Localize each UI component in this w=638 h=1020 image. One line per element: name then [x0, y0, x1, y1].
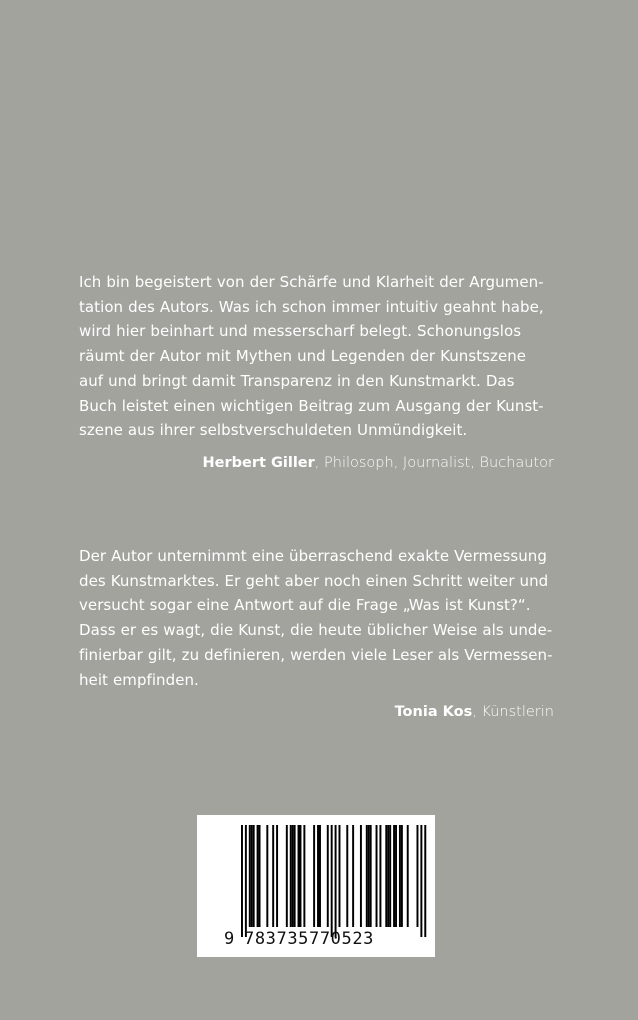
barcode-bar [300, 825, 302, 927]
quote-attribution [79, 455, 559, 471]
barcode-bar [253, 825, 255, 927]
barcode-bar [370, 825, 372, 927]
barcode-bar [387, 825, 389, 927]
barcode-bar [259, 825, 261, 927]
author-name: Tonia Kos [394, 704, 473, 721]
author-role: , Künstlerin [472, 704, 554, 721]
barcode-bar [389, 825, 391, 927]
barcode-bar [290, 825, 292, 927]
isbn-barcode [197, 815, 435, 957]
barcode-bar [257, 825, 259, 927]
barcode-bar [266, 825, 268, 927]
quote-attribution [79, 704, 559, 720]
quote-line: heit empfinden. [79, 670, 199, 689]
barcode-bar [272, 825, 274, 927]
quote-line: räumt der Autor mit Mythen und Legenden der Kunstszene [79, 347, 527, 366]
review-quote-1 [79, 270, 559, 471]
barcode-bar [319, 825, 321, 927]
barcode-bar [241, 825, 243, 937]
review-quote-2 [79, 544, 559, 720]
author-role: , Philosoph, Journalist, Buchautor [314, 454, 554, 471]
quote-line: auf und bringt damit Transparenz in den Kunstmarkt. Das [79, 371, 515, 390]
barcode-bar [352, 825, 354, 927]
barcode-bar [276, 825, 278, 927]
barcode-bar [298, 825, 300, 927]
quote-text [79, 544, 559, 692]
barcode-bar [335, 825, 337, 937]
barcode-first-digit: 9 [224, 929, 235, 949]
barcode-bar [399, 825, 401, 927]
quote-line: Dass er es wagt, die Kunst, die heute üblicher Weise als unde- [79, 621, 553, 640]
barcode-bar [245, 825, 247, 937]
barcode-bar [360, 825, 362, 927]
quote-text [79, 270, 559, 443]
quote-line: Buch leistet einen wichtigen Beitrag zum Ausgang der Kunst- [79, 396, 544, 415]
barcode-rest-digits: 783735770523 [244, 929, 375, 949]
quote-line: finierbar gilt, zu definieren, werden viele Leser als Vermessen- [79, 645, 553, 664]
barcode-bar [313, 825, 315, 927]
barcode-bar [331, 825, 333, 937]
author-name: Herbert Giller [202, 454, 315, 471]
quote-line: versucht sogar eine Antwort auf die Frage „Was ist Kunst?“. [79, 596, 531, 615]
barcode-bar [327, 825, 329, 927]
barcode-bar [417, 825, 419, 927]
quote-line: Ich bin begeistert von der Schärfe und Klarheit der Argumen- [79, 273, 544, 291]
barcode-bar [294, 825, 296, 927]
barcode-bar [395, 825, 397, 927]
barcode-bar [346, 825, 348, 927]
barcode-bar [376, 825, 378, 927]
barcode-bar [249, 825, 251, 927]
quote-line: tation des Autors. Was ich schon immer intuitiv geahnt habe, [79, 297, 544, 316]
barcode-bar [379, 825, 381, 927]
barcode-bar [424, 825, 426, 937]
barcode-bar [339, 825, 341, 927]
barcode-bar [368, 825, 370, 927]
barcode-bar [401, 825, 403, 927]
barcode-bar [251, 825, 253, 927]
quote-line: des Kunstmarktes. Er geht aber noch einen Schritt weiter und [79, 571, 549, 590]
barcode-bar [303, 825, 305, 927]
barcode-bar [420, 825, 422, 937]
barcode-bar [393, 825, 395, 927]
barcode-bar [317, 825, 319, 927]
barcode-bar [366, 825, 368, 927]
barcode-bar [292, 825, 294, 927]
barcode-bar [407, 825, 409, 927]
quote-line: wird hier beinhart und messerscharf belegt. Schonungslos [79, 322, 522, 341]
quote-line: Der Autor unternimmt eine überraschend exakte Vermessung [79, 547, 547, 565]
barcode-bar [286, 825, 288, 927]
barcode-bar [385, 825, 387, 927]
quote-line: szene aus ihrer selbstverschuldeten Unmündigkeit. [79, 421, 468, 440]
